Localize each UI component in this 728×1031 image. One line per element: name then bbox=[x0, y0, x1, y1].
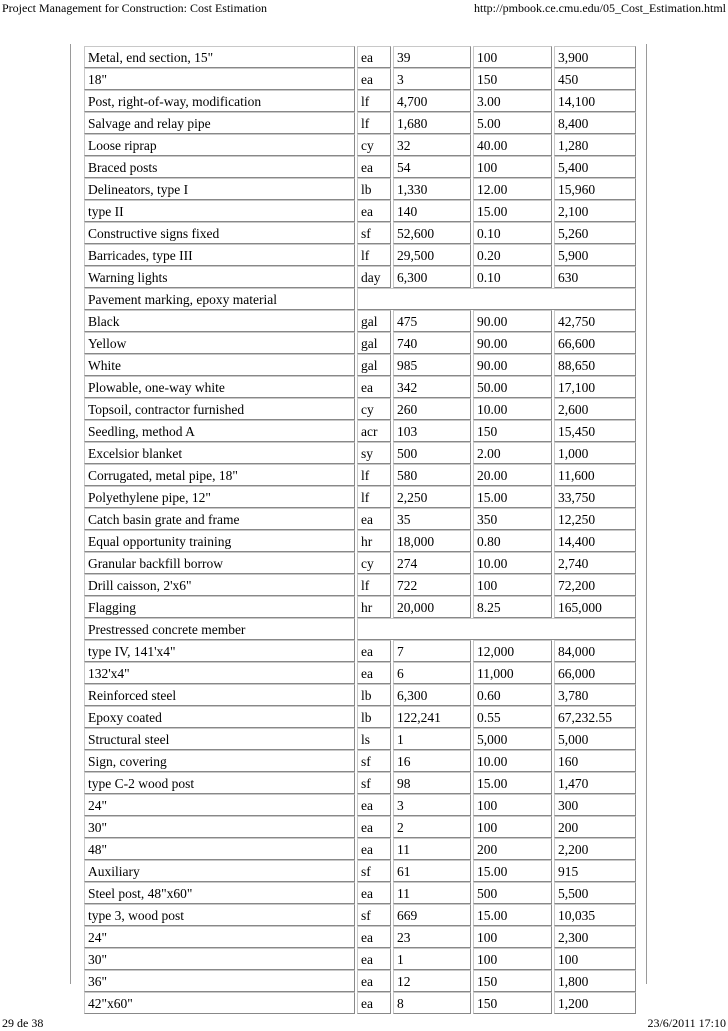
unit-price-cell: 0.10 bbox=[473, 266, 552, 288]
item-cell: type IV, 141'x4" bbox=[84, 640, 355, 662]
table-row bbox=[84, 112, 636, 134]
unit-price-cell: 500 bbox=[473, 882, 552, 904]
cost-cell: 100 bbox=[554, 948, 636, 970]
unit-cell: lf bbox=[357, 464, 391, 486]
item-cell: Flagging bbox=[84, 596, 355, 618]
table-row bbox=[84, 706, 636, 728]
cost-cell: 66,600 bbox=[554, 332, 636, 354]
item-cell: Seedling, method A bbox=[84, 420, 355, 442]
quantity-cell: 7 bbox=[393, 640, 471, 662]
unit-cell: gal bbox=[357, 332, 391, 354]
table-row bbox=[84, 398, 636, 420]
table-row bbox=[84, 684, 636, 706]
item-cell: Sign, covering bbox=[84, 750, 355, 772]
table-row bbox=[84, 530, 636, 552]
quantity-cell: 274 bbox=[393, 552, 471, 574]
page-header-url: http://pmbook.ce.cmu.edu/05_Cost_Estimation.html bbox=[474, 1, 726, 15]
cost-cell: 5,900 bbox=[554, 244, 636, 266]
item-cell: Warning lights bbox=[84, 266, 355, 288]
quantity-cell: 52,600 bbox=[393, 222, 471, 244]
unit-price-cell: 0.10 bbox=[473, 222, 552, 244]
item-cell: 24" bbox=[84, 794, 355, 816]
cost-cell: 11,600 bbox=[554, 464, 636, 486]
unit-cell: ea bbox=[357, 68, 391, 90]
unit-cell: ea bbox=[357, 992, 391, 1014]
page-footer-page-number: 29 de 38 bbox=[2, 1016, 44, 1030]
quantity-cell: 475 bbox=[393, 310, 471, 332]
cost-cell: 12,250 bbox=[554, 508, 636, 530]
unit-price-cell: 0.20 bbox=[473, 244, 552, 266]
quantity-cell: 6,300 bbox=[393, 684, 471, 706]
unit-price-cell: 40.00 bbox=[473, 134, 552, 156]
item-cell: 30" bbox=[84, 816, 355, 838]
table-row bbox=[84, 750, 636, 772]
item-cell: Structural steel bbox=[84, 728, 355, 750]
unit-price-cell: 5,000 bbox=[473, 728, 552, 750]
cost-cell: 33,750 bbox=[554, 486, 636, 508]
cost-cell: 2,600 bbox=[554, 398, 636, 420]
unit-cell: lf bbox=[357, 574, 391, 596]
item-cell: Braced posts bbox=[84, 156, 355, 178]
cost-cell: 300 bbox=[554, 794, 636, 816]
item-cell: 30" bbox=[84, 948, 355, 970]
unit-cell: lf bbox=[357, 90, 391, 112]
cost-cell: 3,900 bbox=[554, 46, 636, 68]
unit-price-cell: 11,000 bbox=[473, 662, 552, 684]
unit-cell: ea bbox=[357, 882, 391, 904]
unit-cell: gal bbox=[357, 354, 391, 376]
unit-cell: ea bbox=[357, 948, 391, 970]
table-row bbox=[84, 574, 636, 596]
quantity-cell: 6,300 bbox=[393, 266, 471, 288]
item-cell: Epoxy coated bbox=[84, 706, 355, 728]
item-cell: type II bbox=[84, 200, 355, 222]
cost-cell: 8,400 bbox=[554, 112, 636, 134]
cost-cell: 67,232.55 bbox=[554, 706, 636, 728]
quantity-cell: 12 bbox=[393, 970, 471, 992]
item-cell: Granular backfill borrow bbox=[84, 552, 355, 574]
unit-cell: sf bbox=[357, 222, 391, 244]
table-row bbox=[84, 486, 636, 508]
cost-cell: 165,000 bbox=[554, 596, 636, 618]
unit-cell: ea bbox=[357, 376, 391, 398]
quantity-cell: 669 bbox=[393, 904, 471, 926]
table-row bbox=[84, 376, 636, 398]
unit-cell: ea bbox=[357, 46, 391, 68]
cost-cell: 450 bbox=[554, 68, 636, 90]
table-row bbox=[84, 266, 636, 288]
unit-price-cell: 100 bbox=[473, 926, 552, 948]
table-row bbox=[84, 618, 636, 640]
cost-cell: 1,000 bbox=[554, 442, 636, 464]
unit-price-cell: 100 bbox=[473, 948, 552, 970]
table-row bbox=[84, 288, 636, 310]
item-cell: Polyethylene pipe, 12" bbox=[84, 486, 355, 508]
item-cell: Barricades, type III bbox=[84, 244, 355, 266]
item-cell: Catch basin grate and frame bbox=[84, 508, 355, 530]
unit-cell: ea bbox=[357, 640, 391, 662]
unit-cell: lf bbox=[357, 244, 391, 266]
cost-cell: 84,000 bbox=[554, 640, 636, 662]
cost-cell: 1,200 bbox=[554, 992, 636, 1014]
unit-cell: ea bbox=[357, 156, 391, 178]
table-row bbox=[84, 662, 636, 684]
unit-cell: hr bbox=[357, 530, 391, 552]
unit-cell: hr bbox=[357, 596, 391, 618]
cost-cell: 1,470 bbox=[554, 772, 636, 794]
table-row bbox=[84, 860, 636, 882]
unit-cell: sf bbox=[357, 860, 391, 882]
cost-cell: 17,100 bbox=[554, 376, 636, 398]
unit-cell: sf bbox=[357, 772, 391, 794]
quantity-cell: 4,700 bbox=[393, 90, 471, 112]
quantity-cell: 29,500 bbox=[393, 244, 471, 266]
quantity-cell: 2,250 bbox=[393, 486, 471, 508]
empty-cell bbox=[357, 288, 636, 310]
quantity-cell: 260 bbox=[393, 398, 471, 420]
table-row bbox=[84, 222, 636, 244]
table-row bbox=[84, 90, 636, 112]
cost-cell: 2,100 bbox=[554, 200, 636, 222]
quantity-cell: 23 bbox=[393, 926, 471, 948]
quantity-cell: 140 bbox=[393, 200, 471, 222]
item-cell: Topsoil, contractor furnished bbox=[84, 398, 355, 420]
quantity-cell: 32 bbox=[393, 134, 471, 156]
cost-cell: 14,100 bbox=[554, 90, 636, 112]
item-cell: 132'x4" bbox=[84, 662, 355, 684]
table-row bbox=[84, 970, 636, 992]
quantity-cell: 1,680 bbox=[393, 112, 471, 134]
table-row bbox=[84, 772, 636, 794]
unit-price-cell: 0.60 bbox=[473, 684, 552, 706]
unit-price-cell: 15.00 bbox=[473, 904, 552, 926]
cost-cell: 1,280 bbox=[554, 134, 636, 156]
unit-cell: ea bbox=[357, 926, 391, 948]
cost-cell: 66,000 bbox=[554, 662, 636, 684]
unit-price-cell: 15.00 bbox=[473, 200, 552, 222]
quantity-cell: 98 bbox=[393, 772, 471, 794]
quantity-cell: 39 bbox=[393, 46, 471, 68]
quantity-cell: 2 bbox=[393, 816, 471, 838]
unit-price-cell: 20.00 bbox=[473, 464, 552, 486]
quantity-cell: 103 bbox=[393, 420, 471, 442]
unit-price-cell: 2.00 bbox=[473, 442, 552, 464]
item-cell: 18" bbox=[84, 68, 355, 90]
unit-price-cell: 0.55 bbox=[473, 706, 552, 728]
unit-price-cell: 8.25 bbox=[473, 596, 552, 618]
table-row bbox=[84, 134, 636, 156]
unit-cell: ea bbox=[357, 816, 391, 838]
item-cell: Corrugated, metal pipe, 18" bbox=[84, 464, 355, 486]
quantity-cell: 3 bbox=[393, 794, 471, 816]
table-row bbox=[84, 464, 636, 486]
item-cell: Plowable, one-way white bbox=[84, 376, 355, 398]
unit-cell: sf bbox=[357, 750, 391, 772]
quantity-cell: 1 bbox=[393, 948, 471, 970]
table-row bbox=[84, 420, 636, 442]
quantity-cell: 722 bbox=[393, 574, 471, 596]
cost-cell: 3,780 bbox=[554, 684, 636, 706]
unit-cell: cy bbox=[357, 552, 391, 574]
unit-cell: ea bbox=[357, 200, 391, 222]
unit-price-cell: 0.80 bbox=[473, 530, 552, 552]
table-border-left bbox=[70, 44, 71, 984]
item-cell: 24" bbox=[84, 926, 355, 948]
cost-cell: 630 bbox=[554, 266, 636, 288]
unit-cell: ea bbox=[357, 508, 391, 530]
unit-price-cell: 90.00 bbox=[473, 354, 552, 376]
cost-cell: 2,300 bbox=[554, 926, 636, 948]
table-row bbox=[84, 332, 636, 354]
quantity-cell: 3 bbox=[393, 68, 471, 90]
table-row bbox=[84, 904, 636, 926]
item-cell: Steel post, 48"x60" bbox=[84, 882, 355, 904]
quantity-cell: 342 bbox=[393, 376, 471, 398]
cost-cell: 5,000 bbox=[554, 728, 636, 750]
item-cell: 36" bbox=[84, 970, 355, 992]
table-row bbox=[84, 794, 636, 816]
quantity-cell: 35 bbox=[393, 508, 471, 530]
table-row bbox=[84, 156, 636, 178]
unit-cell: cy bbox=[357, 134, 391, 156]
quantity-cell: 20,000 bbox=[393, 596, 471, 618]
cost-cell: 15,450 bbox=[554, 420, 636, 442]
unit-cell: sf bbox=[357, 904, 391, 926]
item-cell: Post, right-of-way, modification bbox=[84, 90, 355, 112]
unit-price-cell: 150 bbox=[473, 68, 552, 90]
table-row bbox=[84, 442, 636, 464]
table-row bbox=[84, 178, 636, 200]
table-row bbox=[84, 354, 636, 376]
item-cell: type 3, wood post bbox=[84, 904, 355, 926]
unit-cell: lb bbox=[357, 706, 391, 728]
cost-cell: 88,650 bbox=[554, 354, 636, 376]
unit-price-cell: 150 bbox=[473, 420, 552, 442]
cost-cell: 160 bbox=[554, 750, 636, 772]
item-cell: Excelsior blanket bbox=[84, 442, 355, 464]
table-row bbox=[84, 728, 636, 750]
table-row bbox=[84, 640, 636, 662]
unit-price-cell: 12.00 bbox=[473, 178, 552, 200]
item-cell: Loose riprap bbox=[84, 134, 355, 156]
item-cell: Pavement marking, epoxy material bbox=[84, 288, 355, 310]
unit-cell: ea bbox=[357, 794, 391, 816]
unit-price-cell: 10.00 bbox=[473, 750, 552, 772]
item-cell: type C-2 wood post bbox=[84, 772, 355, 794]
cost-cell: 15,960 bbox=[554, 178, 636, 200]
unit-price-cell: 10.00 bbox=[473, 552, 552, 574]
item-cell: 42"x60" bbox=[84, 992, 355, 1014]
item-cell: Reinforced steel bbox=[84, 684, 355, 706]
quantity-cell: 1,330 bbox=[393, 178, 471, 200]
unit-cell: ls bbox=[357, 728, 391, 750]
unit-price-cell: 90.00 bbox=[473, 332, 552, 354]
unit-price-cell: 50.00 bbox=[473, 376, 552, 398]
item-cell: Metal, end section, 15" bbox=[84, 46, 355, 68]
quantity-cell: 1 bbox=[393, 728, 471, 750]
unit-price-cell: 100 bbox=[473, 574, 552, 596]
cost-cell: 2,740 bbox=[554, 552, 636, 574]
unit-cell: sy bbox=[357, 442, 391, 464]
unit-cell: lb bbox=[357, 684, 391, 706]
unit-cell: acr bbox=[357, 420, 391, 442]
page-footer-datetime: 23/6/2011 17:10 bbox=[647, 1016, 726, 1030]
unit-price-cell: 3.00 bbox=[473, 90, 552, 112]
quantity-cell: 8 bbox=[393, 992, 471, 1014]
item-cell: Salvage and relay pipe bbox=[84, 112, 355, 134]
table-row bbox=[84, 992, 636, 1014]
cost-cell: 200 bbox=[554, 816, 636, 838]
cost-cell: 1,800 bbox=[554, 970, 636, 992]
table-row bbox=[84, 838, 636, 860]
unit-cell: lb bbox=[357, 178, 391, 200]
unit-cell: gal bbox=[357, 310, 391, 332]
table-row bbox=[84, 200, 636, 222]
unit-price-cell: 150 bbox=[473, 970, 552, 992]
quantity-cell: 122,241 bbox=[393, 706, 471, 728]
quantity-cell: 6 bbox=[393, 662, 471, 684]
item-cell: Constructive signs fixed bbox=[84, 222, 355, 244]
table-row bbox=[84, 552, 636, 574]
quantity-cell: 61 bbox=[393, 860, 471, 882]
unit-price-cell: 100 bbox=[473, 46, 552, 68]
cost-estimate-table bbox=[82, 46, 638, 1014]
quantity-cell: 580 bbox=[393, 464, 471, 486]
unit-price-cell: 350 bbox=[473, 508, 552, 530]
unit-cell: ea bbox=[357, 838, 391, 860]
unit-cell: day bbox=[357, 266, 391, 288]
table-row bbox=[84, 816, 636, 838]
unit-cell: cy bbox=[357, 398, 391, 420]
item-cell: Prestressed concrete member bbox=[84, 618, 355, 640]
item-cell: White bbox=[84, 354, 355, 376]
quantity-cell: 18,000 bbox=[393, 530, 471, 552]
cost-cell: 5,400 bbox=[554, 156, 636, 178]
cost-cell: 42,750 bbox=[554, 310, 636, 332]
quantity-cell: 16 bbox=[393, 750, 471, 772]
empty-cell bbox=[357, 618, 636, 640]
item-cell: 48" bbox=[84, 838, 355, 860]
unit-price-cell: 15.00 bbox=[473, 772, 552, 794]
table-row bbox=[84, 46, 636, 68]
table-border-right bbox=[646, 44, 647, 984]
unit-price-cell: 5.00 bbox=[473, 112, 552, 134]
item-cell: Equal opportunity training bbox=[84, 530, 355, 552]
table-row bbox=[84, 508, 636, 530]
cost-cell: 2,200 bbox=[554, 838, 636, 860]
item-cell: Yellow bbox=[84, 332, 355, 354]
quantity-cell: 54 bbox=[393, 156, 471, 178]
cost-cell: 72,200 bbox=[554, 574, 636, 596]
quantity-cell: 500 bbox=[393, 442, 471, 464]
item-cell: Delineators, type I bbox=[84, 178, 355, 200]
item-cell: Auxiliary bbox=[84, 860, 355, 882]
table-row bbox=[84, 68, 636, 90]
item-cell: Black bbox=[84, 310, 355, 332]
unit-price-cell: 15.00 bbox=[473, 860, 552, 882]
unit-price-cell: 100 bbox=[473, 156, 552, 178]
table-row bbox=[84, 882, 636, 904]
unit-price-cell: 15.00 bbox=[473, 486, 552, 508]
unit-price-cell: 12,000 bbox=[473, 640, 552, 662]
unit-price-cell: 90.00 bbox=[473, 310, 552, 332]
unit-cell: lf bbox=[357, 486, 391, 508]
unit-price-cell: 200 bbox=[473, 838, 552, 860]
unit-price-cell: 10.00 bbox=[473, 398, 552, 420]
table-row bbox=[84, 310, 636, 332]
quantity-cell: 985 bbox=[393, 354, 471, 376]
table-row bbox=[84, 926, 636, 948]
unit-cell: ea bbox=[357, 662, 391, 684]
unit-price-cell: 150 bbox=[473, 992, 552, 1014]
cost-cell: 14,400 bbox=[554, 530, 636, 552]
table-row bbox=[84, 948, 636, 970]
table-row bbox=[84, 244, 636, 266]
quantity-cell: 740 bbox=[393, 332, 471, 354]
table-row bbox=[84, 596, 636, 618]
unit-cell: ea bbox=[357, 970, 391, 992]
item-cell: Drill caisson, 2'x6" bbox=[84, 574, 355, 596]
unit-price-cell: 100 bbox=[473, 794, 552, 816]
cost-cell: 10,035 bbox=[554, 904, 636, 926]
unit-price-cell: 100 bbox=[473, 816, 552, 838]
quantity-cell: 11 bbox=[393, 838, 471, 860]
cost-cell: 5,500 bbox=[554, 882, 636, 904]
page-header-title: Project Management for Construction: Cost Estimation bbox=[2, 1, 267, 15]
cost-cell: 5,260 bbox=[554, 222, 636, 244]
quantity-cell: 11 bbox=[393, 882, 471, 904]
unit-cell: lf bbox=[357, 112, 391, 134]
cost-cell: 915 bbox=[554, 860, 636, 882]
